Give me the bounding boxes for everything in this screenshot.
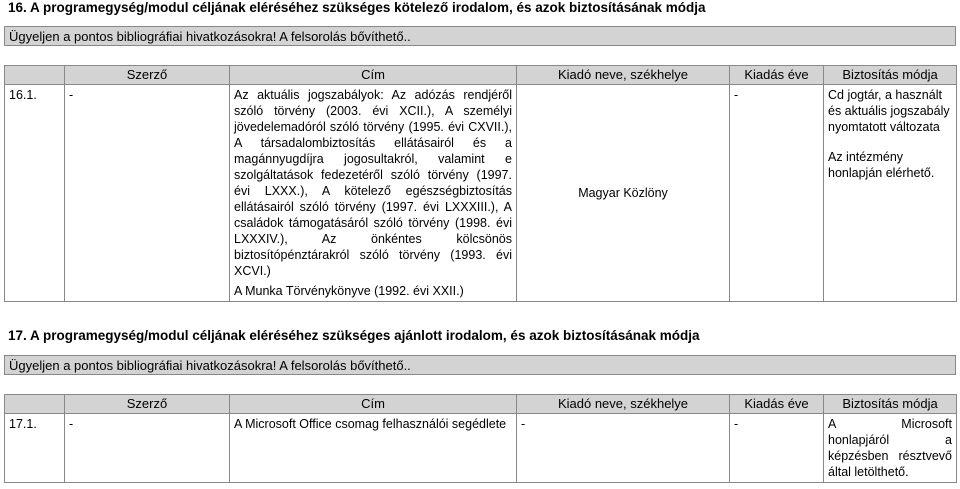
header-title: Cím (230, 66, 517, 85)
row-access-cell (824, 85, 957, 302)
section-16-table (4, 65, 957, 302)
row-title-main: Az aktuális jogszabályok: Az adózás rendjéről szóló törvény (2003. évi XCII.), A személyi jövedelemadóról szóló törvény (1995. évi CXVII.), A társadalombiztosítás ellátásairól és a magánnyugdíjra jogosultakról, valamint e szolgáltatások fedezetéről szóló törvény (1997. évi LXXX.), A kötelező egészségbiztosítás ellátásairól szóló törvény (1997. évi LXXXIII.), A családok támogatásáról szóló törvény (1998. évi LXXXIV.), Az önkéntes kölcsönös biztosítópénztárakról szóló törvény (1993. évi XCVI.) (234, 88, 512, 278)
header-author: Szerző (65, 395, 230, 414)
row-number: 17.1. (5, 414, 65, 483)
header-year: Kiadás éve (730, 395, 824, 414)
header-access: Biztosítás módja (824, 66, 957, 85)
header-author: Szerző (65, 66, 230, 85)
header-empty (5, 66, 65, 85)
section-17-note-band (4, 355, 956, 375)
row-number: 16.1. (5, 85, 65, 302)
section-16-note: Ügyeljen a pontos bibliográfiai hivatkozásokra! A felsorolás bővíthető.. (9, 29, 411, 44)
row-author: - (65, 414, 230, 483)
section-17-table (4, 394, 957, 483)
header-year: Kiadás éve (730, 66, 824, 85)
section-16-header-row (5, 66, 957, 85)
row-title-cell (230, 85, 517, 302)
row-publisher: Magyar Közlöny (517, 85, 730, 302)
row-publisher: - (517, 414, 730, 483)
table-row (5, 85, 957, 302)
table-row (5, 414, 957, 483)
section-16-note-band (4, 26, 956, 46)
section-16-title: 16. A programegység/modul céljának eléréséhez szükséges kötelező irodalom, és azok biztosításának módja (8, 0, 706, 15)
header-publisher: Kiadó neve, székhelye (517, 395, 730, 414)
row-access-2: Az intézmény honlapján elérhető. (828, 150, 935, 180)
row-author: - (65, 85, 230, 302)
section-17-title: 17. A programegység/modul céljának eléréséhez szükséges ajánlott irodalom, és azok biztosításának módja (8, 328, 700, 343)
header-empty (5, 395, 65, 414)
row-year: - (730, 414, 824, 483)
row-access: A Microsoft honlapjáról a képzésben résztvevő által letölthető. (824, 414, 957, 483)
header-publisher: Kiadó neve, székhelye (517, 66, 730, 85)
row-year: - (730, 85, 824, 302)
section-17-header-row (5, 395, 957, 414)
row-title: A Microsoft Office csomag felhasználói segédlete (230, 414, 517, 483)
row-access-1: Cd jogtár, a használt és aktuális jogszabály nyomtatott változata (828, 88, 950, 134)
section-17-note: Ügyeljen a pontos bibliográfiai hivatkozásokra! A felsorolás bővíthető.. (9, 358, 411, 373)
header-title: Cím (230, 395, 517, 414)
header-access: Biztosítás módja (824, 395, 957, 414)
row-title-extra: A Munka Törvénykönyve (1992. évi XXII.) (234, 284, 464, 298)
